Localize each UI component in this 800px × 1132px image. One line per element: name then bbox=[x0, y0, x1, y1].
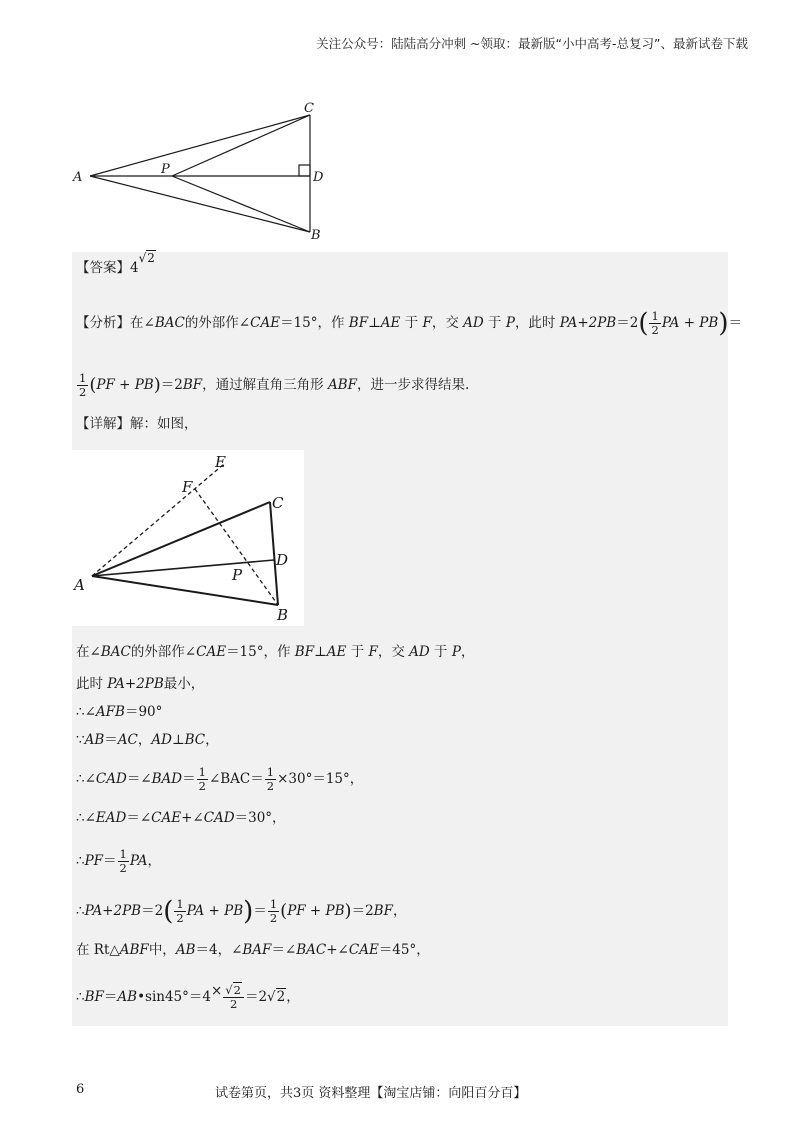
step-6 bbox=[76, 812, 286, 826]
text: ⊥ bbox=[171, 732, 185, 748]
text: ＝∠ bbox=[271, 942, 297, 958]
label-b: B bbox=[277, 606, 289, 624]
text: 于 bbox=[488, 315, 506, 332]
text: 的外部作∠ bbox=[130, 644, 197, 660]
text: ⊥ bbox=[314, 644, 327, 660]
text: ＝45°， bbox=[378, 942, 430, 958]
text: ， bbox=[286, 989, 300, 1006]
var: AE bbox=[380, 315, 401, 332]
analysis-label: 【分析】 bbox=[76, 315, 130, 332]
var: EAD bbox=[95, 810, 127, 826]
text: ∴∠ bbox=[76, 704, 96, 720]
var: CAE bbox=[151, 810, 182, 826]
figure-1-triangle bbox=[66, 96, 336, 246]
text: ∴ bbox=[76, 989, 85, 1006]
text: ＝ bbox=[253, 903, 267, 920]
var: BAD bbox=[151, 771, 183, 788]
text: 于 bbox=[434, 644, 452, 660]
segment-ab bbox=[92, 576, 278, 605]
label-d: D bbox=[313, 170, 324, 185]
text: ∴∠ bbox=[76, 810, 96, 826]
text: ＝∠ bbox=[126, 771, 152, 788]
var: BF bbox=[84, 989, 104, 1006]
text: 于 bbox=[350, 644, 369, 660]
detail-label: 【详解】 bbox=[76, 416, 130, 432]
var: P bbox=[505, 315, 515, 332]
text: ， bbox=[147, 853, 161, 870]
var: CAD bbox=[95, 771, 127, 788]
var: BF bbox=[348, 315, 369, 332]
text: ＝30°， bbox=[234, 810, 286, 826]
analysis-line-1: 【分析】在∠BAC的外部作∠CAE＝15°，作 BF⊥AE 于 F，交 AD 于 P，此时 PA+2PB＝2( $\frac{1}{2}$ PA + PB)＝ bbox=[76, 308, 742, 339]
text: 在 Rt△ bbox=[76, 942, 120, 958]
text: 最小， bbox=[163, 676, 205, 692]
var: CAE bbox=[348, 942, 379, 958]
step-3 bbox=[76, 706, 162, 720]
var: AD bbox=[409, 644, 430, 660]
text: 在∠ bbox=[76, 644, 101, 660]
text: ＝ bbox=[728, 315, 742, 332]
step-8: ∴PA+2PB＝2( $\frac{1}{2}$ PA + PB)＝ $\frac{1}{2}$ (PF + PB)＝2BF， bbox=[76, 896, 407, 927]
text: ＝2 bbox=[351, 903, 374, 920]
fraction: $\frac{1}{2}$ bbox=[266, 765, 275, 794]
step-10: ∴BF＝AB•sin45°＝4× $\frac{√2}{2}$ ＝2√2， bbox=[76, 983, 300, 1012]
text: ⊥ bbox=[368, 315, 381, 332]
step-5 bbox=[76, 766, 363, 793]
label-p: P bbox=[161, 162, 170, 177]
text: ， bbox=[460, 644, 475, 660]
text: ∴∠ bbox=[76, 771, 96, 788]
segment-ae-dashed bbox=[92, 464, 224, 576]
text: •sin45°＝4 bbox=[137, 989, 211, 1006]
segment-ab bbox=[90, 176, 310, 232]
var: PA+2PB bbox=[559, 315, 617, 332]
label-a: A bbox=[73, 170, 83, 185]
var: PF bbox=[84, 853, 104, 870]
label-c: C bbox=[272, 494, 284, 512]
text: ，交 bbox=[377, 644, 410, 660]
times-sign: × bbox=[210, 983, 223, 1000]
step-9 bbox=[76, 944, 430, 958]
var: AD bbox=[151, 732, 172, 748]
var: AD bbox=[463, 315, 484, 332]
var: BC bbox=[184, 732, 206, 748]
label-a: A bbox=[74, 576, 85, 594]
var: P bbox=[451, 644, 461, 660]
var: F bbox=[422, 315, 432, 332]
right-angle-mark bbox=[299, 165, 310, 176]
figure-2-panel bbox=[72, 450, 304, 626]
text: ＝ bbox=[182, 771, 196, 788]
text: ＝ bbox=[104, 732, 118, 748]
answer-line: 【答案】4√2 bbox=[76, 251, 155, 276]
var: BAC bbox=[154, 315, 185, 332]
fraction: $\frac{1}{2}$ bbox=[79, 371, 87, 400]
var: BAC bbox=[296, 942, 327, 958]
expr: PF + PB bbox=[287, 903, 345, 920]
text: ＝4，∠ bbox=[195, 942, 243, 958]
var: PA bbox=[129, 853, 148, 870]
var: F bbox=[368, 644, 378, 660]
answer-coef: 4 bbox=[130, 260, 139, 276]
text: ＝2 bbox=[160, 377, 183, 394]
radicand: 2 bbox=[276, 989, 286, 1006]
text: 的外部作∠ bbox=[184, 315, 251, 332]
text: ∴ bbox=[76, 853, 85, 870]
fraction: $\frac{1}{2}$ bbox=[119, 847, 127, 876]
fraction: $\frac{1}{2}$ bbox=[651, 309, 659, 338]
text: ＝2 bbox=[141, 903, 164, 920]
text: ＝ bbox=[103, 989, 118, 1006]
var: AB bbox=[117, 989, 138, 1006]
text: ，此时 bbox=[514, 315, 560, 332]
text: 于 bbox=[404, 315, 423, 332]
text: ，通过解直角三角形 bbox=[202, 377, 328, 394]
step-1 bbox=[76, 646, 474, 660]
var: AE bbox=[326, 644, 347, 660]
var: PA+2PB bbox=[107, 676, 164, 692]
label-c: C bbox=[304, 101, 314, 116]
expr: PA + PB bbox=[186, 903, 244, 920]
text: ∴ bbox=[76, 903, 85, 920]
label-f: F bbox=[182, 478, 193, 496]
text: ＝2 bbox=[244, 989, 268, 1006]
text: 此时 bbox=[76, 676, 108, 692]
var: CAE bbox=[250, 315, 281, 332]
var: PA+2PB bbox=[84, 903, 142, 920]
page-number: 6 bbox=[76, 1082, 85, 1097]
var: BF bbox=[373, 903, 393, 920]
var: ABF bbox=[119, 942, 149, 958]
answer-label: 【答案】 bbox=[76, 260, 130, 276]
text: ， bbox=[137, 732, 152, 748]
fraction: $\frac{1}{2}$ bbox=[198, 765, 206, 794]
fraction: $\frac{1}{2}$ bbox=[269, 897, 278, 926]
var: AB bbox=[84, 732, 105, 748]
detail-line bbox=[76, 418, 198, 432]
text: ＝15°，作 bbox=[226, 644, 295, 660]
segment-ac bbox=[92, 502, 270, 576]
figure-2-construction bbox=[72, 450, 304, 626]
segment-ac bbox=[90, 115, 310, 176]
segment-pb bbox=[172, 176, 310, 232]
text: +∠ bbox=[326, 942, 349, 958]
var: AFB bbox=[95, 704, 125, 720]
label-e: E bbox=[215, 453, 226, 471]
analysis-line-2: $\frac{1}{2}$ (PF + PB)＝2BF，通过解直角三角形 ABF，进一步求得结果. bbox=[79, 371, 470, 400]
label-p: P bbox=[232, 566, 243, 584]
expr: PF + PB bbox=[96, 377, 154, 394]
text: 解：如图， bbox=[130, 416, 198, 432]
footer-info: 试卷第页，共3页 资料整理【淘宝店铺：向阳百分百】 bbox=[215, 1086, 527, 1101]
answer-radicand: 2 bbox=[147, 251, 155, 265]
var: ABF bbox=[327, 377, 357, 394]
segment-pc bbox=[172, 115, 310, 176]
var: BAF bbox=[242, 942, 272, 958]
expr: PA + PB bbox=[661, 315, 719, 332]
page-header: 关注公众号：陆陆高分冲刺 ~领取：最新版“小中高考-总复习”、最新试卷下载 bbox=[316, 36, 748, 51]
label-d: D bbox=[276, 551, 289, 569]
text: ，进一步求得结果. bbox=[356, 377, 470, 394]
text: ， bbox=[205, 732, 219, 748]
step-4 bbox=[76, 734, 219, 748]
var: BAC bbox=[100, 644, 131, 660]
text: ＝15°，作 bbox=[280, 315, 349, 332]
label-b: B bbox=[311, 228, 321, 243]
var: AC bbox=[117, 732, 138, 748]
text: ∠BAC＝ bbox=[208, 771, 264, 788]
var: CAE bbox=[196, 644, 227, 660]
var: CAD bbox=[203, 810, 235, 826]
segment-fb-dashed bbox=[195, 489, 278, 605]
var: BF bbox=[294, 644, 315, 660]
fraction: $\frac{1}{2}$ bbox=[176, 897, 184, 926]
var: BF bbox=[182, 377, 203, 394]
text: 在∠ bbox=[130, 315, 155, 332]
text: ∵ bbox=[76, 732, 85, 748]
text: ×30°＝15°， bbox=[277, 771, 364, 788]
step-7 bbox=[76, 848, 161, 875]
var: AB bbox=[175, 942, 196, 958]
step-2 bbox=[76, 678, 204, 692]
text: 中， bbox=[148, 942, 176, 958]
text: ＝2 bbox=[616, 315, 639, 332]
text: ， bbox=[392, 903, 407, 920]
text: +∠ bbox=[181, 810, 204, 826]
text: ＝∠ bbox=[126, 810, 152, 826]
text: ＝ bbox=[103, 853, 117, 870]
segment-ad bbox=[92, 560, 274, 576]
text: ＝90° bbox=[124, 704, 163, 720]
text: ，交 bbox=[431, 315, 464, 332]
fraction: $\frac{√2}{2}$ bbox=[223, 984, 244, 1011]
